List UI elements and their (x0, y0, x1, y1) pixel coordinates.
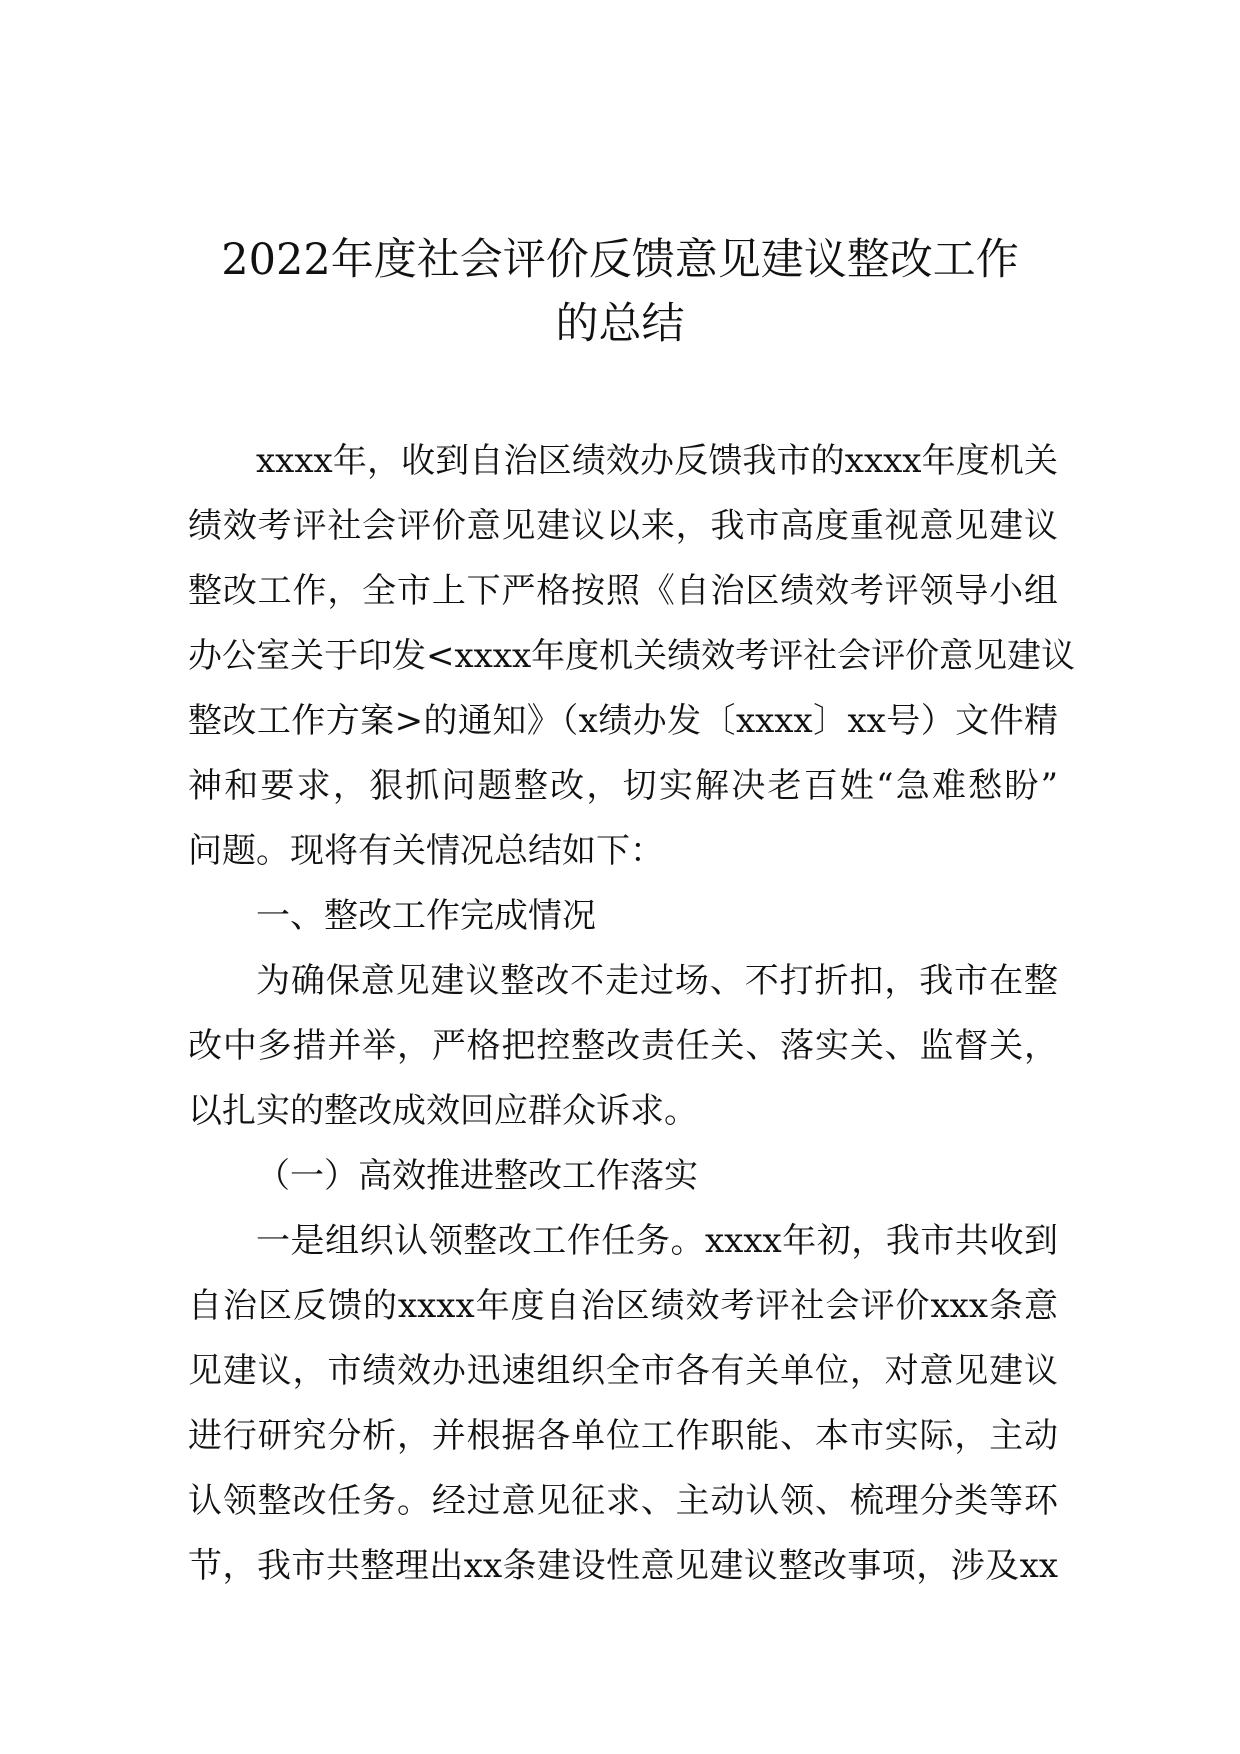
paragraph-line: 整改工作方案>的通知》（x绩办发〔xxxx〕xx号）文件精 (188, 701, 1058, 741)
paragraph-line: 办公室关于印发<xxxx年度机关绩效考评社会评价意见建议 (188, 636, 1076, 676)
paragraph-line: 一是组织认领整改工作任务。xxxx年初，我市共收到 (256, 1221, 1058, 1261)
paragraph-line: 以扎实的整改成效回应群众诉求。 (188, 1091, 698, 1131)
subsection-heading: （一）高效推进整改工作落实 (256, 1156, 698, 1196)
document-body (188, 429, 1076, 1599)
paragraph-line: 为确保意见建议整改不走过场、不打折扣，我市在整 (256, 961, 1058, 1001)
paragraph-line: 进行研究分析，并根据各单位工作职能、本市实际，主动 (188, 1416, 1058, 1456)
paragraph-line: 神和要求，狠抓问题整改，切实解决老百姓“急难愁盼” (188, 766, 1058, 806)
paragraph-line: 问题。现将有关情况总结如下： (188, 831, 664, 871)
paragraph-line: 改中多措并举，严格把控整改责任关、落实关、监督关， (188, 1026, 1058, 1066)
paragraph-line: 见建议，市绩效办迅速组织全市各有关单位，对意见建议 (188, 1351, 1058, 1391)
paragraph-line: xxxx年，收到自治区绩效办反馈我市的xxxx年度机关 (256, 441, 1058, 481)
document-title (150, 228, 1090, 356)
paragraph-line: 绩效考评社会评价意见建议以来，我市高度重视意见建议 (188, 506, 1058, 546)
paragraph-line: 整改工作，全市上下严格按照《自治区绩效考评领导小组 (188, 571, 1058, 611)
paragraph-line: 自治区反馈的xxxx年度自治区绩效考评社会评价xxx条意 (188, 1286, 1058, 1326)
title-line-1: 2022年度社会评价反馈意见建议整改工作 (221, 235, 1019, 285)
title-line-2: 的总结 (555, 299, 685, 349)
section-heading: 一、整改工作完成情况 (256, 896, 596, 936)
paragraph-line: 认领整改任务。经过意见征求、主动认领、梳理分类等环 (188, 1481, 1058, 1521)
paragraph-line: 节，我市共整理出xx条建设性意见建议整改事项，涉及xx (188, 1546, 1058, 1586)
